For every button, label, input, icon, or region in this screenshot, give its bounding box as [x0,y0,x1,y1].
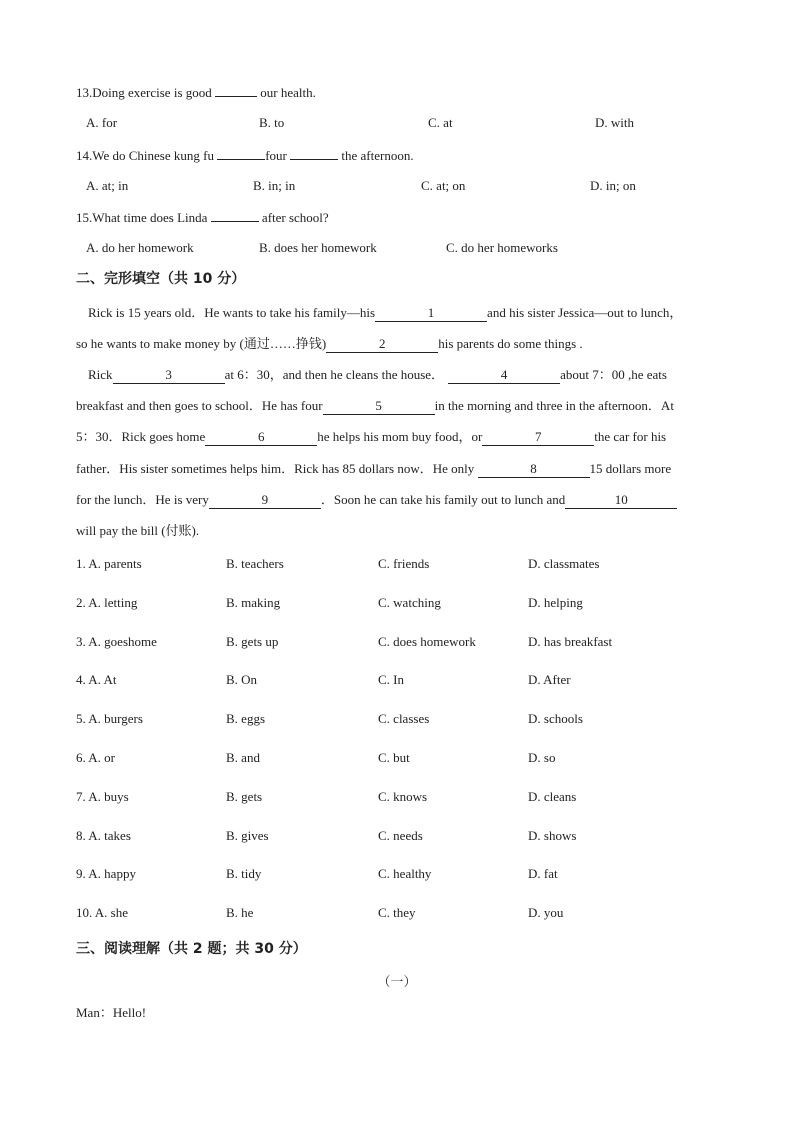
passage-text: father．His sister sometimes helps him．Rick has 85 dollars now．He only [76,461,478,476]
passage-text: about 7：00 ,he eats [560,367,667,382]
passage-text: breakfast and then goes to school．He has four [76,398,323,413]
cloze-blank: 3 [113,367,225,384]
cloze-blank: 4 [448,367,560,384]
cloze-blank: 8 [478,461,590,478]
cloze-blank: 10 [565,492,677,509]
passage-text: and his sister Jessica—out to lunch， [487,305,683,320]
cloze-option: 2. A. letting [76,594,138,610]
cloze-option: D. has breakfast [528,633,613,649]
cloze-option: C. classes [378,711,430,727]
dialog-line: Man：Hello! [76,1005,147,1020]
option-a: A. do her homework [86,240,194,255]
cloze-option: B. and [226,750,260,765]
question-13 [76,84,316,101]
cloze-option: D. helping [528,594,583,610]
passage-line [76,395,674,415]
answer-blank [215,84,257,97]
passage-text: for the lunch．He is very [76,492,209,507]
cloze-option: C. friends [378,556,430,571]
cloze-blank: 6 [205,429,317,446]
section-title: 三、阅读理解（共 2 题；共 30 分） [76,941,307,957]
question-text: 14.We do Chinese kung fu [76,148,218,163]
cloze-option: D. schools [528,711,583,727]
section-title: 二、完形填空（共 10 分） [76,271,246,287]
passage-text: his parents do some things . [438,336,583,351]
question-text: the afternoon. [338,148,414,163]
passage-line [76,458,671,478]
cloze-option: C. needs [378,827,423,843]
answer-blank [211,209,259,222]
option-c: C. at [428,115,453,130]
cloze-option: B. gives [226,827,269,843]
passage-text: the car for his [594,429,667,444]
cloze-option: C. does homework [378,633,476,649]
passage-text: so he wants to make money by (通过……挣钱) [76,336,327,351]
cloze-option: C. watching [378,594,441,610]
cloze-option: B. gets up [226,633,279,649]
question-text: our health. [257,85,316,100]
cloze-option: D. classmates [528,556,600,571]
passage-text: will pay the bill (付账). [76,523,200,538]
cloze-option: D. so [528,750,556,765]
option-a: A. for [86,115,118,130]
passage-text: Rick [88,367,113,382]
option-b: B. in; in [253,178,296,193]
cloze-option: C. they [378,905,416,921]
passage-line [76,520,199,539]
passage-line [88,302,682,322]
cloze-option: 3. A. goeshome [76,633,157,649]
passage-line [76,489,677,509]
cloze-blank: 9 [209,492,321,509]
cloze-option: 1. A. parents [76,556,142,571]
cloze-option: C. In [378,672,404,688]
cloze-option: D. shows [528,827,577,843]
cloze-option: C. healthy [378,866,432,882]
cloze-blank: 5 [323,398,435,415]
cloze-option: 7. A. buys [76,788,129,804]
question-15 [76,209,329,226]
cloze-option: 5. A. burgers [76,711,143,727]
option-d: D. with [595,115,634,130]
answer-blank [290,147,338,160]
answer-blank [217,147,265,160]
cloze-blank: 1 [375,305,487,322]
passage-text: Rick is 15 years old．He wants to take his family—his [88,305,376,320]
cloze-option: 6. A. or [76,750,115,765]
cloze-option: D. you [528,905,564,921]
cloze-option: 4. A. At [76,672,117,688]
passage-text: ．Soon he can take his family out to lunch and [320,492,566,507]
cloze-option: B. tidy [226,866,262,882]
option-c: C. do her homeworks [446,240,558,255]
option-c: C. at; on [421,178,466,193]
question-text: 13.Doing exercise is good [76,85,216,100]
passage-text: at 6：30，and then he cleans the house． [224,367,445,382]
cloze-option: D. fat [528,866,558,882]
subsection-title: （一） [377,974,417,989]
cloze-option: B. teachers [226,556,284,571]
cloze-blank: 2 [326,336,438,353]
question-text: after school? [258,210,329,225]
passage-text: in the morning and three in the afternoon．At [434,398,674,413]
cloze-option: D. cleans [528,788,577,804]
option-a: A. at; in [86,178,129,193]
cloze-option: D. After [528,672,571,688]
cloze-blank: 7 [482,429,594,446]
cloze-option: 9. A. happy [76,866,136,882]
cloze-option: B. he [226,905,254,921]
question-text: four [265,148,291,163]
option-d: D. in; on [590,178,636,193]
question-14 [76,147,414,164]
passage-text: 15 dollars more [589,461,672,476]
cloze-option: B. making [226,594,281,610]
cloze-option: B. gets [226,788,263,804]
cloze-option: C. knows [378,788,428,804]
cloze-option: 8. A. takes [76,827,131,843]
cloze-option: C. but [378,750,410,765]
option-b: B. does her homework [259,240,377,255]
passage-line [76,426,666,446]
passage-line [88,364,667,384]
passage-text: 5：30．Rick goes home [76,429,206,444]
passage-line [76,333,583,353]
passage-text: he helps his mom buy food，or [317,429,483,444]
cloze-option: 10. A. she [76,905,128,921]
option-b: B. to [259,115,285,130]
cloze-option: B. eggs [226,711,265,727]
question-text: 15.What time does Linda [76,210,211,225]
cloze-option: B. On [226,672,258,688]
